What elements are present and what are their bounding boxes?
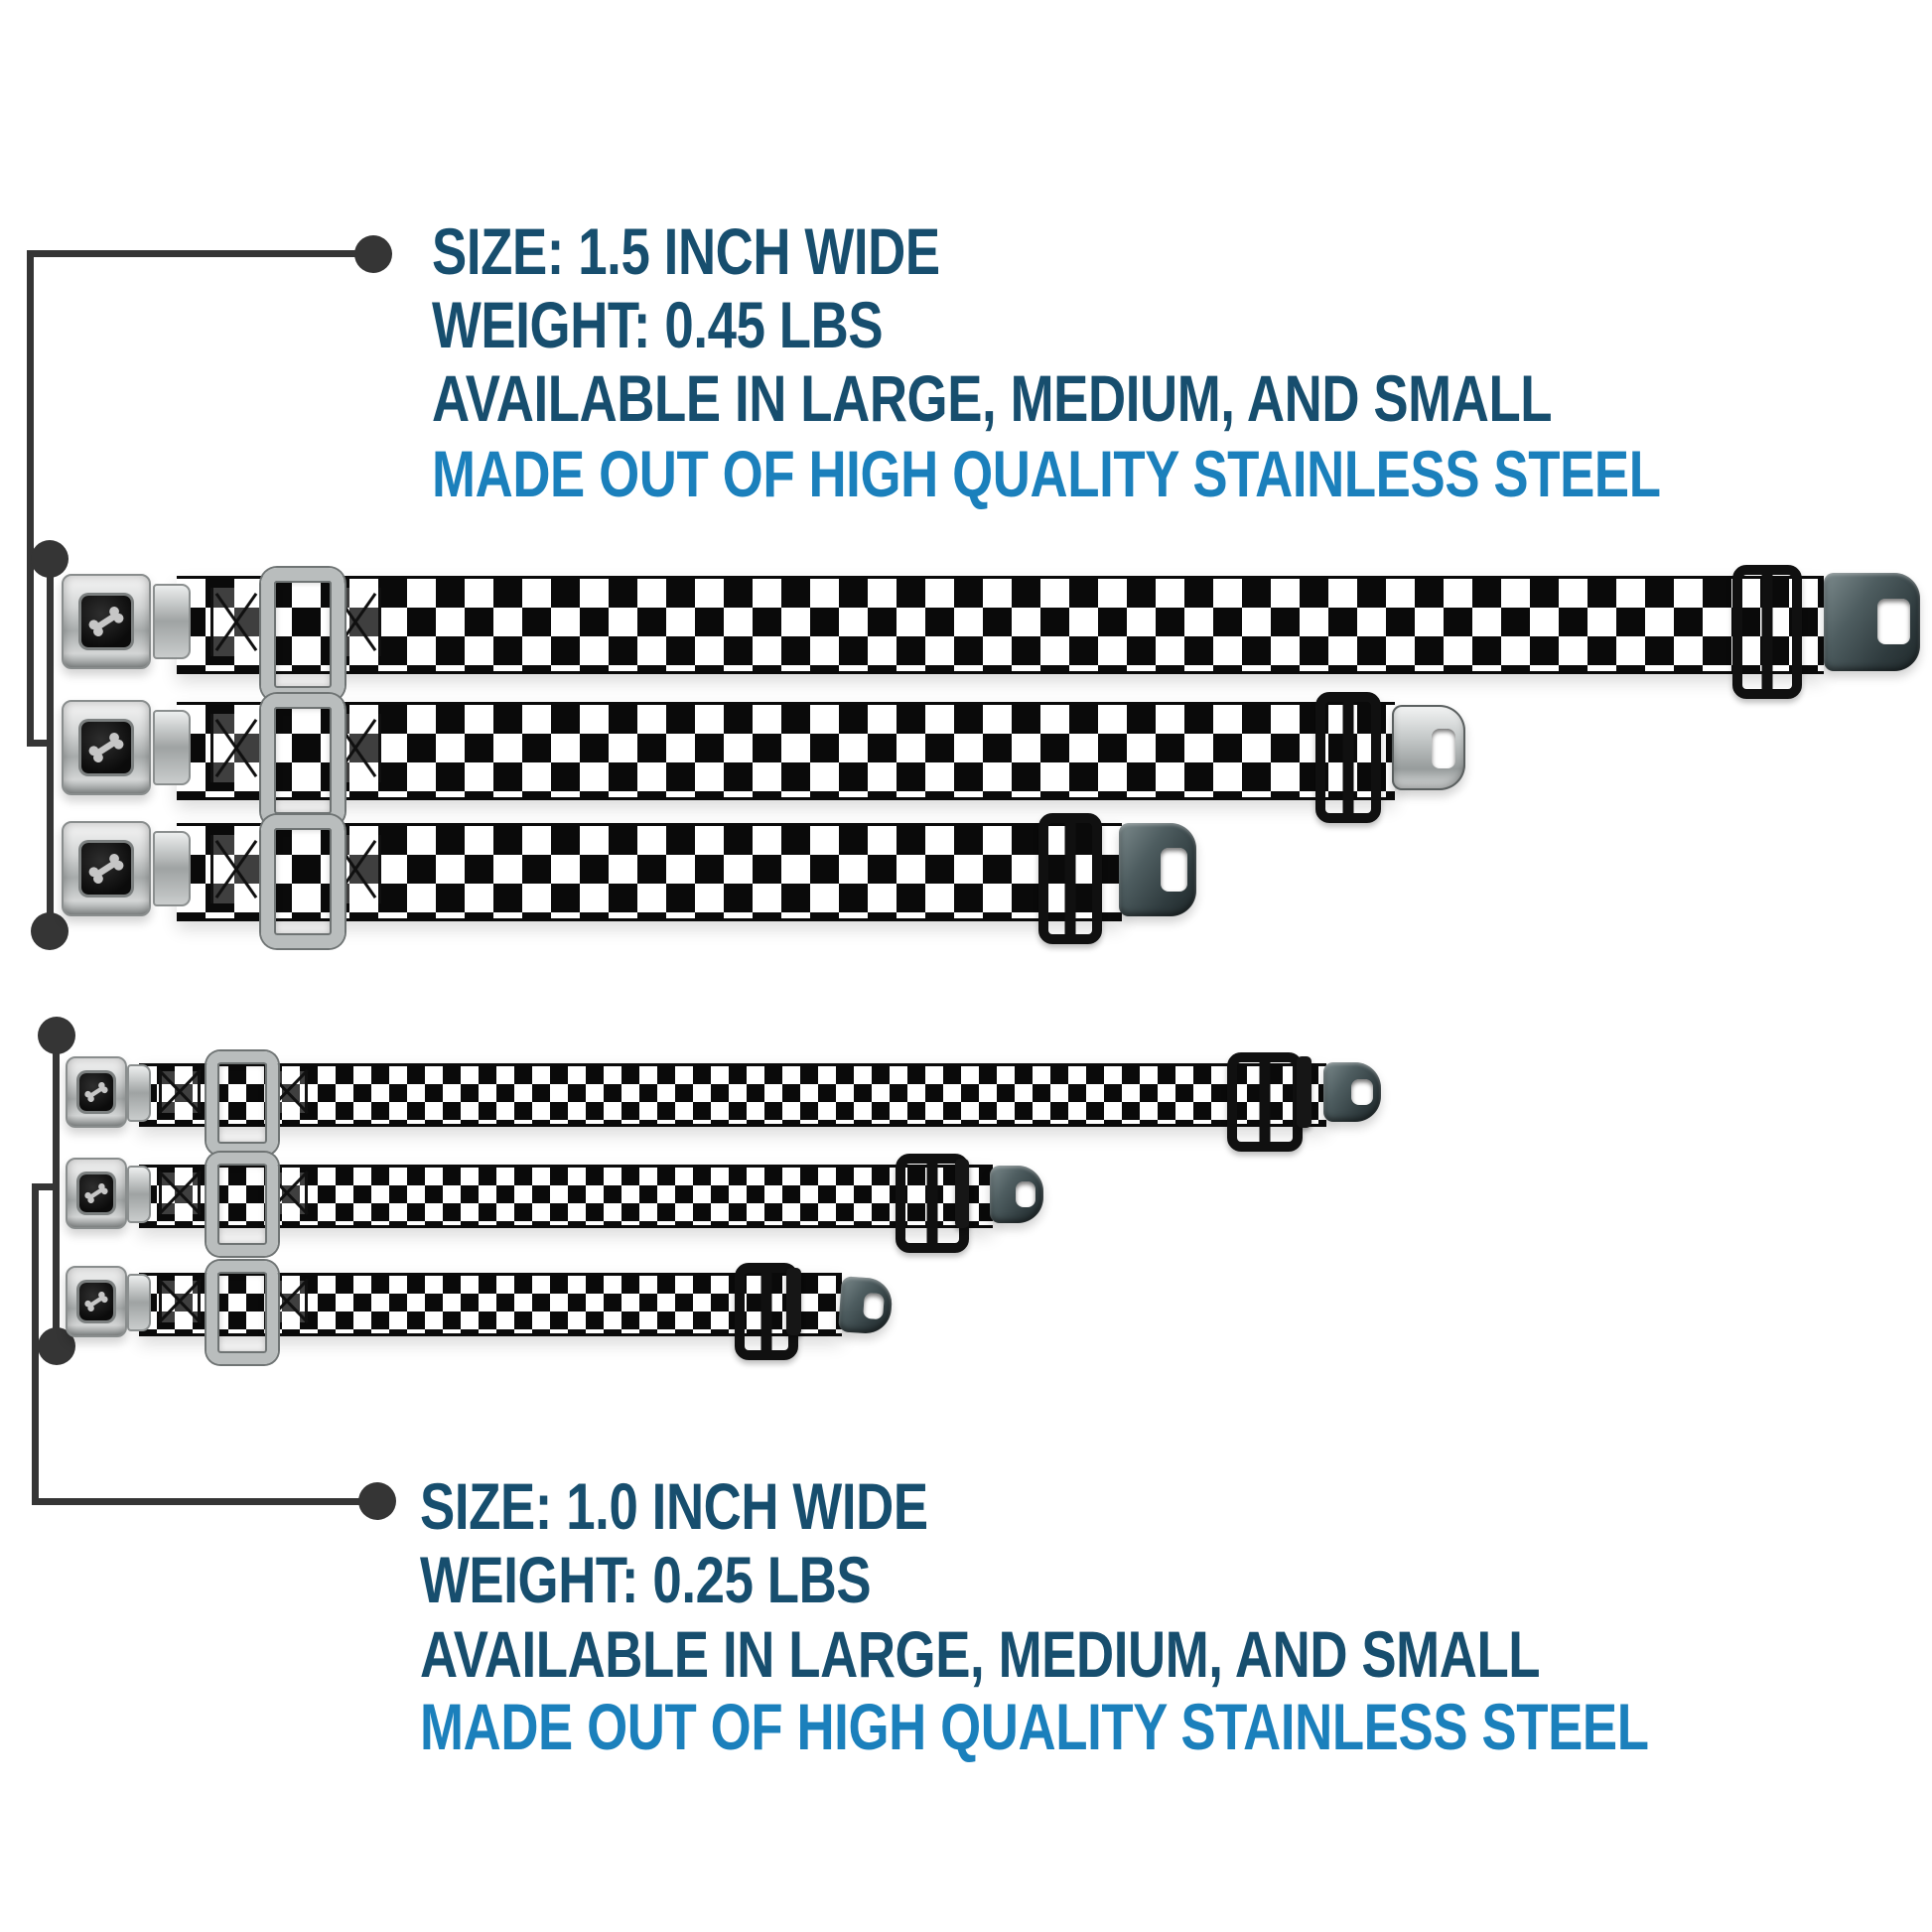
callout-line-top-group-span	[47, 559, 54, 931]
buckle-logo-plate	[79, 1174, 113, 1212]
box-x-stitch	[159, 1173, 201, 1214]
dog-bone-icon	[82, 1290, 110, 1314]
buckle-body	[62, 821, 151, 916]
seatbelt-buckle	[66, 1266, 149, 1337]
callout-line-bottom-group-span	[53, 1035, 60, 1346]
spec-weight-1-0: WEIGHT: 0.25 LBS	[420, 1543, 872, 1616]
end-clip	[838, 1276, 894, 1334]
keeper-bar	[1297, 1056, 1311, 1128]
buckle-body	[66, 1266, 127, 1337]
seatbelt-buckle	[62, 574, 189, 669]
box-x-stitch	[210, 835, 262, 903]
slide-adjuster	[1038, 813, 1102, 944]
seatbelt-buckle	[66, 1056, 149, 1128]
buckle-body	[62, 574, 151, 669]
buckle-logo-plate	[79, 1283, 113, 1320]
spec-availability-1-5: AVAILABLE IN LARGE, MEDIUM, AND SMALL	[432, 361, 1553, 435]
clip-slot	[1161, 848, 1187, 892]
spec-size-1-0: SIZE: 1.0 INCH WIDE	[420, 1469, 928, 1543]
end-clip	[1119, 823, 1196, 916]
end-clip	[990, 1166, 1043, 1223]
callout-line-bottom-horizontal	[32, 1498, 377, 1505]
callout-line-top-horizontal	[27, 250, 373, 257]
d-ring	[207, 1051, 278, 1155]
buckle-clasp	[127, 1166, 151, 1223]
buckle-clasp	[153, 831, 191, 906]
clip-slot	[1016, 1181, 1035, 1207]
buckle-clasp	[153, 710, 191, 785]
slide-adjuster	[1315, 692, 1381, 823]
d-ring	[261, 815, 345, 948]
box-x-stitch	[210, 588, 262, 656]
dog-bone-icon	[82, 1181, 110, 1206]
keeper-bar	[786, 1268, 801, 1335]
callout-line-top-vertical	[27, 250, 34, 747]
seatbelt-buckle	[66, 1158, 149, 1229]
slide-adjuster	[1227, 1052, 1303, 1152]
buckle-clasp	[127, 1064, 151, 1122]
collar-strap	[177, 576, 1824, 674]
clip-slot	[863, 1293, 885, 1319]
buckle-clasp	[153, 584, 191, 659]
seatbelt-buckle	[62, 821, 189, 916]
buckle-body	[66, 1056, 127, 1128]
spec-material-1-5: MADE OUT OF HIGH QUALITY STAINLESS STEEL	[432, 437, 1661, 510]
dog-bone-icon	[85, 604, 126, 639]
box-x-stitch	[159, 1281, 201, 1322]
spec-availability-1-0: AVAILABLE IN LARGE, MEDIUM, AND SMALL	[420, 1617, 1541, 1691]
callout-dot-bottom-group-start	[38, 1017, 75, 1054]
buckle-logo-plate	[81, 596, 131, 647]
end-clip	[1323, 1062, 1381, 1122]
buckle-logo-plate	[79, 1073, 113, 1111]
collar-strap	[139, 1063, 1326, 1127]
spec-weight-1-5: WEIGHT: 0.45 LBS	[432, 288, 884, 361]
keeper-bar	[955, 1159, 969, 1228]
d-ring	[261, 694, 345, 827]
spec-material-1-0: MADE OUT OF HIGH QUALITY STAINLESS STEEL	[420, 1690, 1649, 1763]
seatbelt-buckle	[62, 700, 189, 795]
callout-dot-top-group-end	[31, 912, 69, 950]
buckle-body	[66, 1158, 127, 1229]
callout-dot-bottom-text	[358, 1482, 396, 1520]
clip-slot	[1351, 1079, 1373, 1105]
d-ring	[207, 1153, 278, 1256]
box-x-stitch	[210, 714, 262, 782]
dog-bone-icon	[82, 1080, 110, 1105]
clip-slot	[1432, 729, 1455, 768]
buckle-logo-plate	[81, 722, 131, 773]
buckle-body	[62, 700, 151, 795]
box-x-stitch	[159, 1071, 201, 1113]
callout-dot-top-group-start	[31, 540, 69, 578]
end-clip	[1824, 573, 1920, 671]
clip-slot	[1877, 599, 1910, 644]
dog-bone-icon	[85, 730, 126, 765]
d-ring	[207, 1261, 278, 1364]
spec-size-1-5: SIZE: 1.5 INCH WIDE	[432, 214, 940, 288]
slide-adjuster	[1732, 565, 1802, 699]
end-clip	[1392, 705, 1465, 790]
d-ring	[261, 568, 345, 701]
dog-bone-icon	[85, 851, 126, 887]
callout-line-bottom-vertical	[32, 1183, 39, 1505]
buckle-logo-plate	[81, 843, 131, 895]
buckle-clasp	[127, 1274, 151, 1331]
